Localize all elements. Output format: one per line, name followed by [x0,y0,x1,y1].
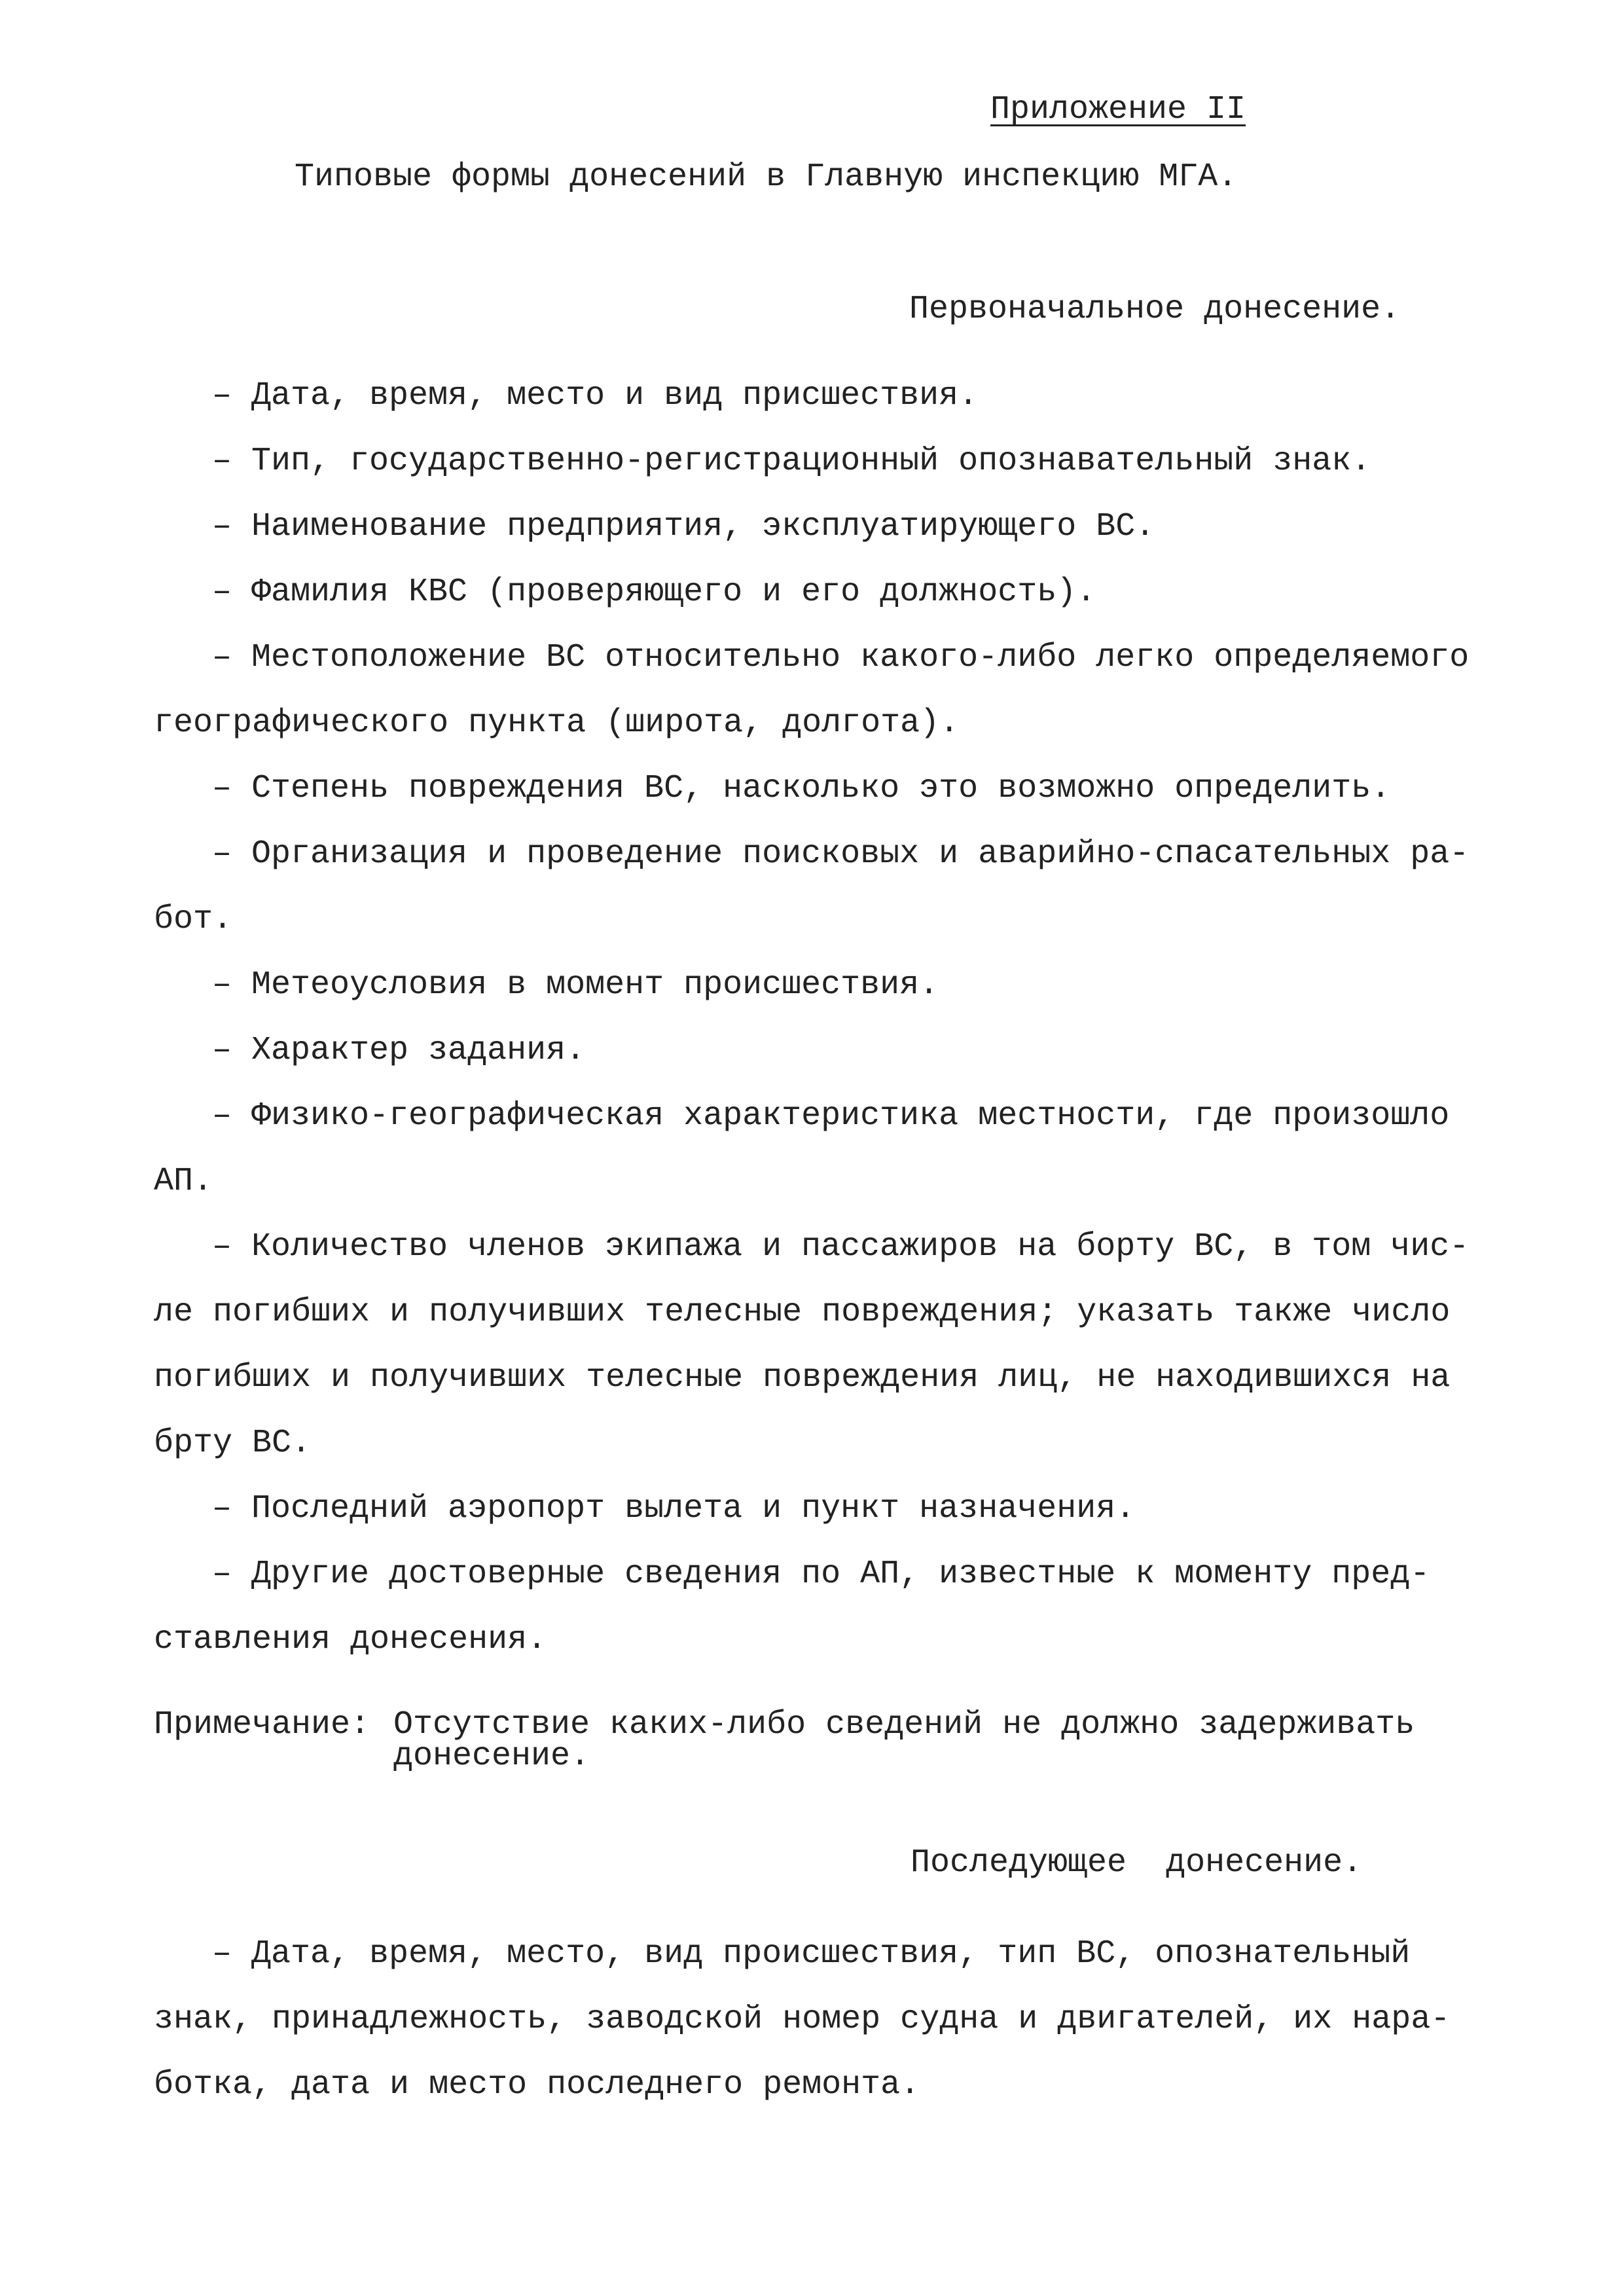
list-item-continuation: ботка, дата и место последнего ремонта. [154,2066,920,2104]
list-item-line: – Местоположение ВС относительно какого-либо легко определяемого [212,639,1470,676]
list-item-line: – Характер задания. [212,1032,586,1069]
list-item-continuation: погибших и получивших телесные повреждения лиц, не находившихся на [154,1359,1451,1396]
list-item-continuation: АП. [154,1163,213,1200]
list-item-line: – Наименование предприятия, эксплуатирующего ВС. [212,508,1155,545]
list-item-line: – Количество членов экипажа и пассажиров на борту ВС, в том чис- [212,1228,1470,1266]
followup-report-heading: Последующее донесение. [911,1844,1363,1882]
note-text: Отсутствие каких-либо сведений не должно задерживать [393,1706,1415,1743]
list-item-line: – Тип, государственно-регистрационный опознавательный знак. [212,443,1371,480]
list-item-line: – Метеоусловия в момент происшествия. [212,966,939,1004]
list-item-line: – Фамилия КВС (проверяющего и его должность). [212,574,1096,611]
list-item-line: – Организация и проведение поисковых и аварийно-спасательных ра- [212,835,1470,873]
list-item-continuation: бот. [154,901,233,938]
appendix-label: Приложение II [990,91,1246,128]
list-item-continuation: знак, принадлежность, заводской номер судна и двигателей, их нара- [154,2001,1451,2038]
list-item-line: – Дата, время, место, вид происшествия, тип ВС, опознательный [212,1935,1411,1973]
list-item-line: – Физико-географическая характеристика местности, где произошло [212,1097,1450,1135]
list-item-continuation: брту ВС. [154,1425,312,1462]
list-item-line: – Другие достоверные сведения по АП, известные к моменту пред- [212,1556,1430,1593]
list-item-line: – Последний аэропорт вылета и пункт назначения. [212,1490,1136,1527]
note-text: донесение. [393,1738,590,1775]
list-item-continuation: географического пункта (широта, долгота). [154,704,960,742]
list-item-continuation: ле погибших и получивших телесные повреждения; указать также число [154,1294,1451,1331]
list-item-continuation: ставления донесения. [154,1621,547,1658]
note-label: Примечание: [154,1706,370,1743]
list-item-line: – Дата, время, место и вид присшествия. [212,377,979,414]
document-title: Типовые формы донесений в Главную инспекцию МГА. [295,158,1238,196]
list-item-line: – Степень повреждения ВС, насколько это возможно определить. [212,770,1391,807]
initial-report-heading: Первоначальное донесение. [909,291,1401,328]
